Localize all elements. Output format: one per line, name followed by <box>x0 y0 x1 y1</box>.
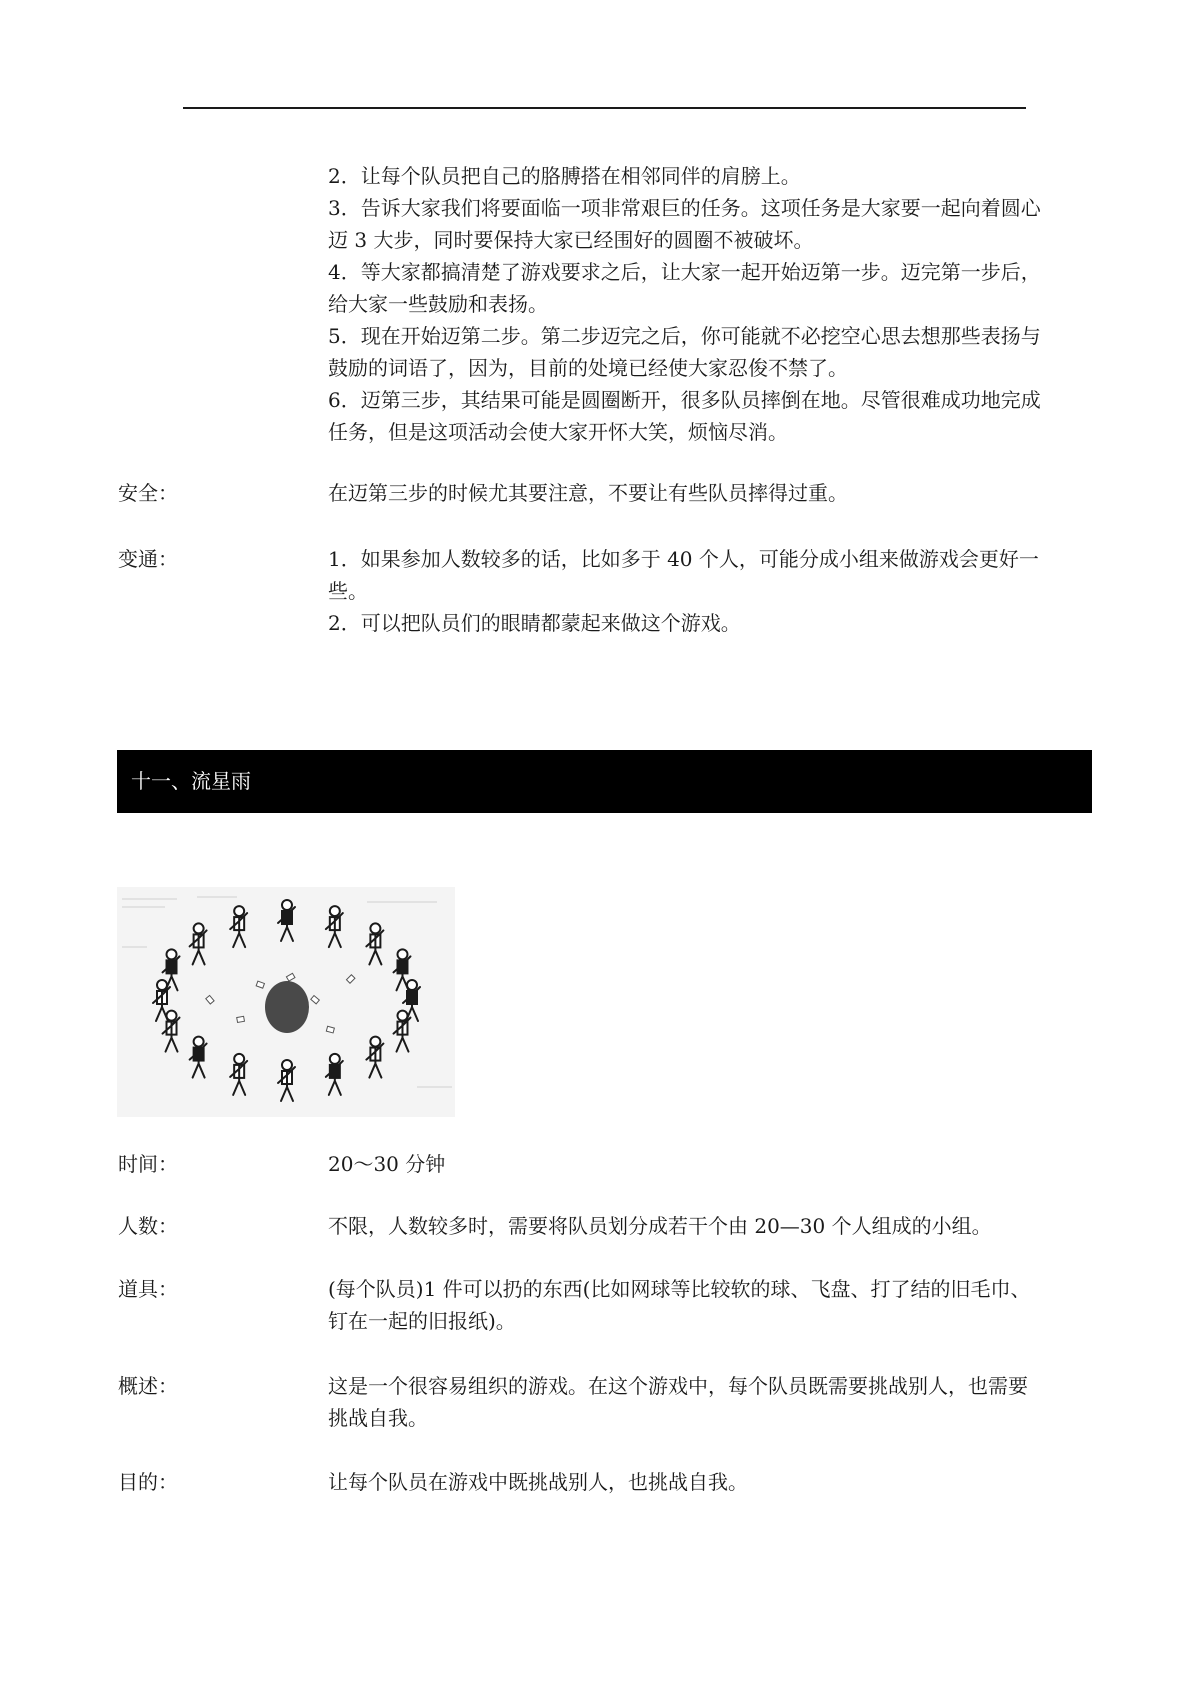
step-2-line-1: 2．让每个队员把自己的胳膊搭在相邻同伴的肩膀上。 <box>328 164 801 188</box>
step-5-line-2: 鼓励的词语了，因为，目前的处境已经使大家忍俊不禁了。 <box>328 356 848 380</box>
field-people-line-1: 不限，人数较多时，需要将队员划分成若干个由 20—30 个人组成的小组。 <box>328 1214 992 1238</box>
section-title: 十一、流星雨 <box>131 769 251 793</box>
field-overview-label: 概述： <box>118 1374 178 1398</box>
step-5-line-1: 5．现在开始迈第二步。第二步迈完之后，你可能就不必挖空心思去想那些表扬与 <box>328 324 1041 348</box>
field-overview-value <box>328 1370 1080 1434</box>
step-4-line-2: 给大家一些鼓励和表扬。 <box>328 292 548 316</box>
step-3-line-2: 迈 3 大步，同时要保持大家已经围好的圆圈不被破坏。 <box>328 228 814 252</box>
field-props-label: 道具： <box>118 1277 178 1301</box>
safety-label: 安全： <box>118 481 178 505</box>
field-props-line-1: (每个队员)1 件可以扔的东西(比如网球等比较软的球、飞盘、打了结的旧毛巾、 <box>328 1277 1031 1301</box>
variation-line-1: 1．如果参加人数较多的话，比如多于 40 个人，可能分成小组来做游戏会更好一 <box>328 547 1039 571</box>
step-6-line-2: 任务，但是这项活动会使大家开怀大笑，烦恼尽消。 <box>328 420 788 444</box>
variation-label: 变通： <box>118 547 178 571</box>
field-overview-line-2: 挑战自我。 <box>328 1406 428 1430</box>
field-purpose-value <box>328 1466 1080 1498</box>
field-purpose-label: 目的： <box>118 1470 178 1494</box>
step-list <box>328 160 1080 448</box>
step-3-line-1: 3．告诉大家我们将要面临一项非常艰巨的任务。这项任务是大家要一起向着圆心 <box>328 196 1041 220</box>
field-purpose-line-1: 让每个队员在游戏中既挑战别人，也挑战自我。 <box>328 1470 748 1494</box>
step-6-line-1: 6．迈第三步，其结果可能是圆圈断开，很多队员摔倒在地。尽管很难成功地完成 <box>328 388 1041 412</box>
field-people-value <box>328 1210 1080 1242</box>
variation-line-2: 些。 <box>328 579 368 603</box>
field-time-value <box>328 1148 1080 1180</box>
field-props-value <box>328 1273 1080 1337</box>
section-title-banner <box>117 750 1092 813</box>
header-rule <box>183 107 1026 109</box>
step-4-line-1: 4．等大家都搞清楚了游戏要求之后，让大家一起开始迈第一步。迈完第一步后， <box>328 260 1041 284</box>
field-time-line-1: 20～30 分钟 <box>328 1152 446 1176</box>
variation-line-3: 2．可以把队员们的眼睛都蒙起来做这个游戏。 <box>328 611 741 635</box>
field-time-label: 时间： <box>118 1152 178 1176</box>
field-overview-line-1: 这是一个很容易组织的游戏。在这个游戏中，每个队员既需要挑战别人，也需要 <box>328 1374 1028 1398</box>
field-people-label: 人数： <box>118 1214 178 1238</box>
people-circle-throwing-illustration <box>117 887 455 1117</box>
variation-text <box>328 543 1080 639</box>
safety-text: 在迈第三步的时候尤其要注意，不要让有些队员摔得过重。 <box>328 481 848 505</box>
field-props-line-2: 钉在一起的旧报纸)。 <box>328 1309 516 1333</box>
